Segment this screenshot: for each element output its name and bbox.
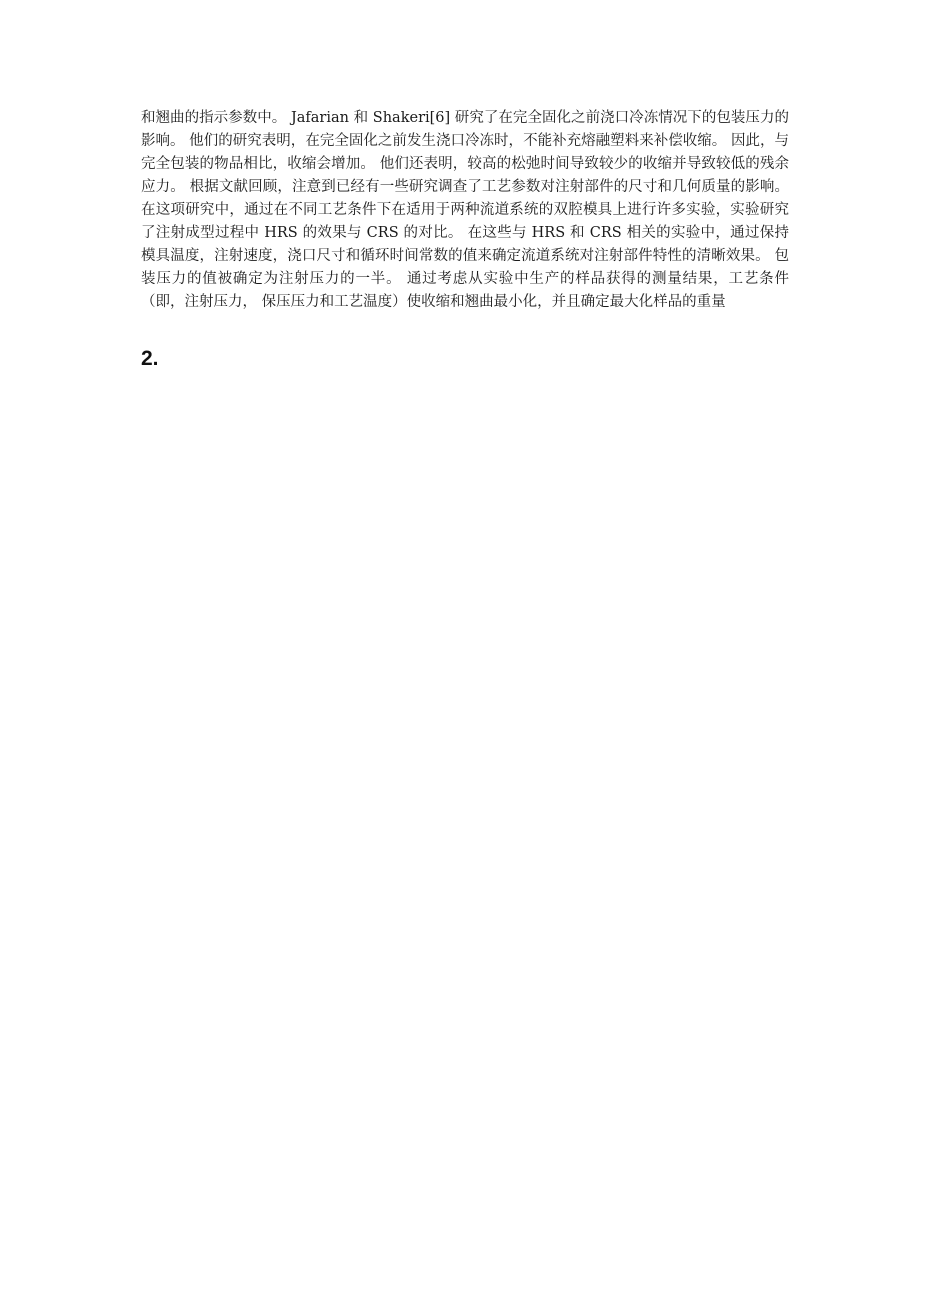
section-heading: 2.: [141, 347, 159, 370]
body-paragraph: 和翘曲的指示参数中。 Jafarian 和 Shakeri[6] 研究了在完全固化之前浇口冷冻情况下的包装压力的影响。 他们的研究表明，在完全固化之前发生浇口冷冻时，不能补充熔融塑料来补偿收缩。 因此，与完全包装的物品相比，收缩会增加。 他们还表明，较高的松弛时间导致较少的收缩并导致较低的残余应力。 根据文献回顾，注意到已经有一些研究调查了工艺参数对注射部件的尺寸和几何质量的影响。 在这项研究中，通过在不同工艺条件下在适用于两种流道系统的双腔模具上进行许多实验，实验研究了注射成型过程中 HRS 的效果与 CRS 的对比。 在这些与 HRS 和 CRS 相关的实验中，通过保持模具温度，注射速度，浇口尺寸和循环时间常数的值来确定流道系统对注射部件特性的清晰效果。 包装压力的值被确定为注射压力的一半。 通过考虑从实验中生产的样品获得的测量结果，工艺条件（即，注射压力， 保压压力和工艺温度）使收缩和翘曲最小化，并且确定最大化样品的重量: [141, 110, 789, 310]
